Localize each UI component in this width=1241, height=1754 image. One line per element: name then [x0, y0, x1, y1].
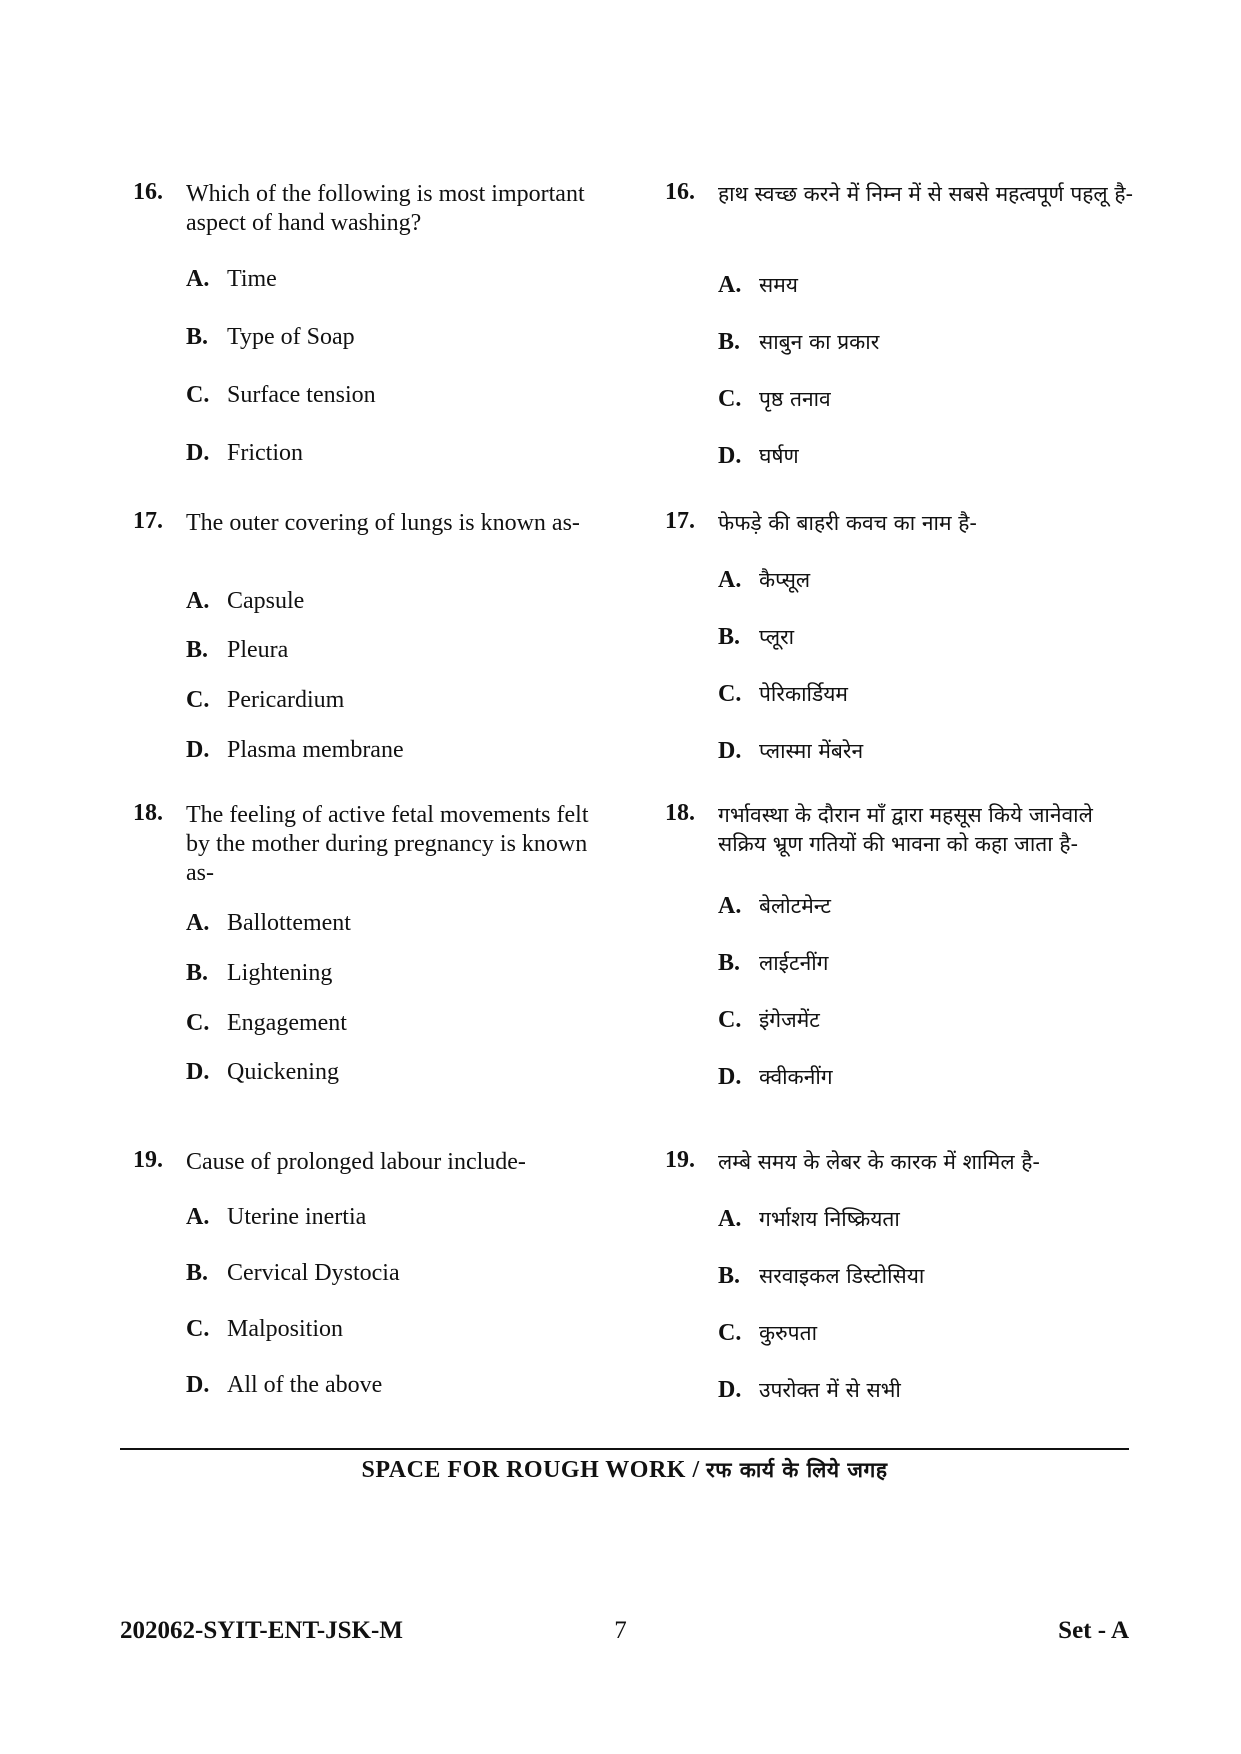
option-a[interactable]: A. Capsule	[186, 588, 305, 614]
option-d[interactable]: D. क्वीकनींग	[718, 1064, 833, 1090]
question-number: 18.	[133, 800, 163, 826]
option-c[interactable]: C. पृष्ठ तनाव	[718, 386, 831, 412]
question-number: 19.	[133, 1147, 163, 1173]
question-number: 19.	[665, 1147, 695, 1173]
option-a[interactable]: A. Time	[186, 266, 277, 292]
question-17-hi	[665, 508, 1135, 764]
option-d[interactable]: D. घर्षण	[718, 443, 799, 469]
option-c[interactable]: C. कुरुपता	[718, 1320, 818, 1346]
option-b[interactable]: B. सरवाइकल डिस्टोसिया	[718, 1263, 925, 1289]
question-19-hi	[665, 1147, 1135, 1403]
question-text: Cause of prolonged labour include-	[186, 1149, 526, 1175]
question-text: गर्भावस्था के दौरान माँ द्वारा महसूस किये जानेवाले सक्रिय भ्रूण गतियों की भावना को कहा जाता है-	[718, 803, 1093, 856]
option-c[interactable]: C. Engagement	[186, 1010, 347, 1036]
question-text: फेफड़े की बाहरी कवच का नाम है-	[718, 511, 977, 535]
option-b[interactable]: B. Lightening	[186, 960, 333, 986]
option-d[interactable]: D. All of the above	[186, 1372, 383, 1398]
question-16-en	[133, 179, 603, 466]
question-number: 18.	[665, 800, 695, 826]
set-label: Set - A	[1058, 1617, 1129, 1644]
page-number: 7	[614, 1617, 627, 1644]
option-a[interactable]: A. समय	[718, 272, 798, 298]
option-b[interactable]: B. Type of Soap	[186, 324, 355, 350]
option-b[interactable]: B. लाईटनींग	[718, 950, 829, 976]
option-b[interactable]: B. साबुन का प्रकार	[718, 329, 880, 355]
option-b[interactable]: B. प्लूरा	[718, 624, 795, 650]
question-16-hi	[665, 179, 1135, 469]
question-text: The feeling of active fetal movements felt by the mother during pregnancy is known as-	[186, 802, 589, 886]
question-number: 17.	[133, 508, 163, 534]
option-d[interactable]: D. उपरोक्त में से सभी	[718, 1377, 901, 1403]
option-d[interactable]: D. प्लास्मा मेंबरेन	[718, 738, 864, 764]
question-number: 17.	[665, 508, 695, 534]
option-a[interactable]: A. गर्भाशय निष्क्रियता	[718, 1206, 900, 1232]
option-b[interactable]: B. Pleura	[186, 637, 289, 663]
question-text: The outer covering of lungs is known as-	[186, 510, 580, 536]
option-a[interactable]: A. Ballottement	[186, 910, 351, 936]
option-c[interactable]: C. इंगेजमेंट	[718, 1007, 820, 1033]
divider	[120, 1448, 1129, 1450]
question-18-en	[133, 800, 603, 1085]
question-text: लम्बे समय के लेबर के कारक में शामिल है-	[718, 1150, 1040, 1174]
option-d[interactable]: D. Friction	[186, 440, 303, 466]
option-c[interactable]: C. Pericardium	[186, 687, 345, 713]
question-19-en	[133, 1147, 603, 1398]
rough-work-heading: SPACE FOR ROUGH WORK / रफ कार्य के लिये जगह	[361, 1457, 888, 1483]
question-number: 16.	[665, 179, 695, 205]
option-a[interactable]: A. कैप्सूल	[718, 567, 811, 593]
option-c[interactable]: C. Surface tension	[186, 382, 376, 408]
option-c[interactable]: C. पेरिकार्डियम	[718, 681, 848, 707]
question-17-en	[133, 508, 603, 763]
option-d[interactable]: D. Plasma membrane	[186, 737, 404, 763]
option-d[interactable]: D. Quickening	[186, 1059, 339, 1085]
option-a[interactable]: A. बेलोटमेन्ट	[718, 893, 831, 919]
option-a[interactable]: A. Uterine inertia	[186, 1204, 367, 1230]
question-text: Which of the following is most important aspect of hand washing?	[186, 181, 585, 236]
question-number: 16.	[133, 179, 163, 205]
paper-code: 202062-SYIT-ENT-JSK-M	[120, 1617, 403, 1644]
question-text: हाथ स्वच्छ करने में निम्न में से सबसे महत्वपूर्ण पहलू है-	[718, 182, 1134, 206]
option-c[interactable]: C. Malposition	[186, 1316, 344, 1342]
option-b[interactable]: B. Cervical Dystocia	[186, 1260, 400, 1286]
question-18-hi	[665, 800, 1135, 1090]
